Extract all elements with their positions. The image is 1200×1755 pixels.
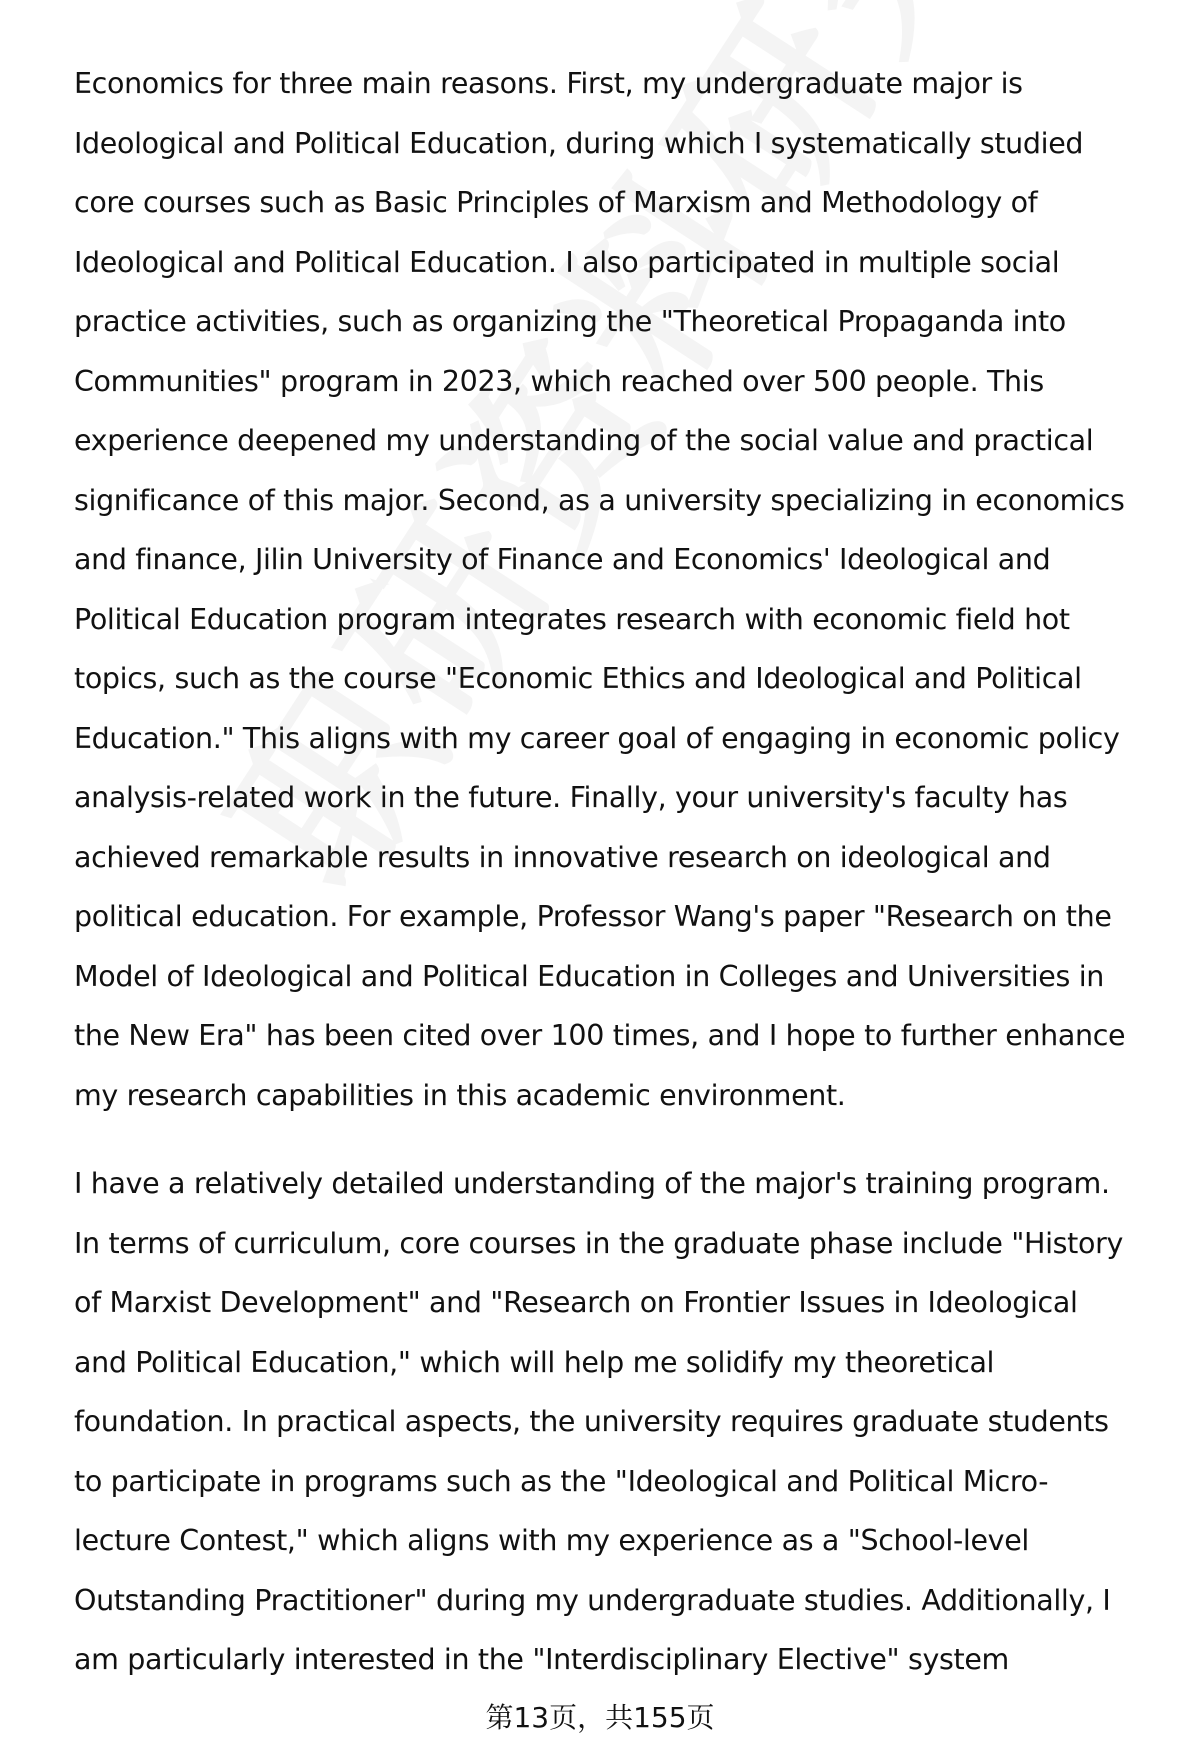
paragraph-spacer <box>74 1125 1149 1154</box>
text-line: core courses such as Basic Principles of Marxism and Methodology of <box>74 186 1038 219</box>
text-line: my research capabilities in this academic environment. <box>74 1078 846 1112</box>
text-line: significance of this major. Second, as a university specializing in economics <box>74 483 1125 517</box>
paragraph <box>74 1154 1149 1690</box>
text-line: practice activities, such as organizing the "Theoretical Propaganda into <box>74 305 1066 338</box>
text-line: political education. For example, Professor Wang's paper "Research on the <box>74 900 1112 933</box>
text-line: experience deepened my understanding of the social value and practical <box>74 424 1094 457</box>
text-line: foundation. In practical aspects, the university requires graduate students <box>74 1405 1109 1438</box>
text-line: achieved remarkable results in innovative research on ideological and <box>74 840 1051 874</box>
text-line: In terms of curriculum, core courses in the graduate phase include "History <box>74 1226 1123 1260</box>
text-line: Ideological and Political Education. I also participated in multiple social <box>74 245 1060 279</box>
text-line: lecture Contest," which aligns with my experience as a "School-level <box>74 1524 1029 1557</box>
text-line: and finance, Jilin University of Finance and Economics' Ideological and <box>74 543 1051 576</box>
text-line: topics, such as the course "Economic Ethics and Ideological and Political <box>74 662 1082 695</box>
text-line: to participate in programs such as the "Ideological and Political Micro- <box>74 1464 1049 1498</box>
document-body <box>74 54 1149 1690</box>
text-line: and Political Education," which will help me solidify my theoretical <box>74 1345 995 1379</box>
text-line: Model of Ideological and Political Education in Colleges and Universities in <box>74 959 1104 993</box>
page-number-footer: 第13页，共155页 <box>485 1701 715 1734</box>
paragraph <box>74 54 1149 1125</box>
text-line: am particularly interested in the "Interdisciplinary Elective" system <box>74 1643 1009 1676</box>
text-line: Communities" program in 2023, which reached over 500 people. This <box>74 364 1044 398</box>
text-line: Outstanding Practitioner" during my undergraduate studies. Additionally, I <box>74 1583 1111 1617</box>
text-line: of Marxist Development" and "Research on Frontier Issues in Ideological <box>74 1286 1078 1319</box>
text-line: Education." This aligns with my career goal of engaging in economic policy <box>74 721 1120 755</box>
text-line: Political Education program integrates research with economic field hot <box>74 602 1070 636</box>
text-line: the New Era" has been cited over 100 times, and I hope to further enhance <box>74 1019 1126 1052</box>
text-line: analysis-related work in the future. Finally, your university's faculty has <box>74 781 1068 814</box>
text-line: Ideological and Political Education, during which I systematically studied <box>74 126 1084 160</box>
text-line: I have a relatively detailed understanding of the major's training program. <box>74 1167 1110 1200</box>
text-line: Economics for three main reasons. First, my undergraduate major is <box>74 67 1023 100</box>
